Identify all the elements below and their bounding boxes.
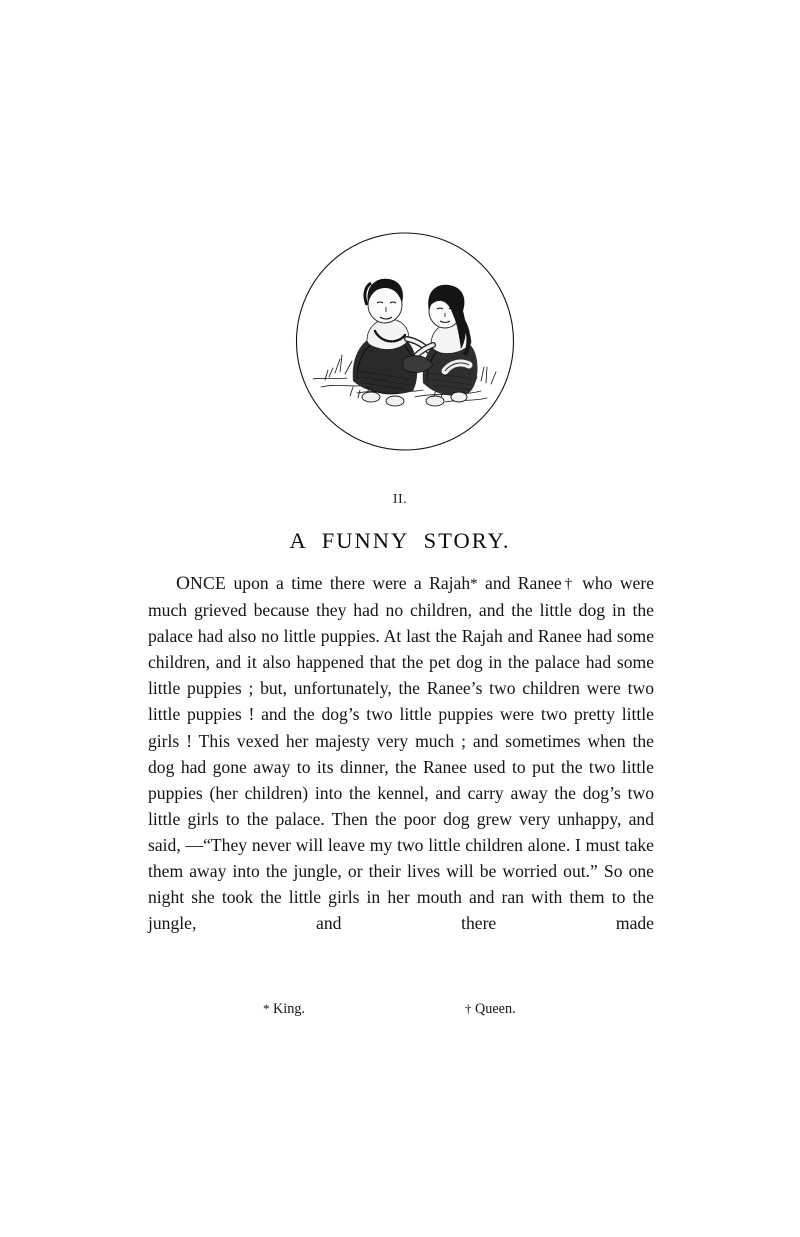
paragraph-text-3: who were much grieved because they had no children, and the little dog in the palace had also no little puppies. At last the Rajah and Ranee had some children, and it also happened that the pet dog in the palace had some little puppies ; but, unfortunately, the Ranee’s two children were two little puppies ! and the dog’s two little puppies were two pretty little girls ! This vexed her majesty very much ; and sometimes when the dog had gone away to its dinner, the Ranee used to put the two little puppies (her children) into the kennel, and carry away the dog’s two little girls to the palace. Then the poor dog grew very unhappy, and said, —“They never will leave my two little children alone. I must take them away into the jungle, or their lives will be worried out.” So one night she took the little girls in her mouth and ran with them to the jungle, and there made bbox=[148, 573, 655, 934]
footnote-reference-king: * bbox=[470, 576, 478, 592]
footnote-king-text: King. bbox=[269, 1001, 305, 1017]
footnote-king bbox=[263, 1001, 305, 1018]
chapter-title: A FUNNY STORY. bbox=[289, 528, 511, 553]
paragraph-initial: O bbox=[176, 573, 191, 594]
footnote-queen-text: Queen. bbox=[471, 1001, 516, 1017]
footnote-reference-queen: † bbox=[561, 576, 575, 592]
chapter-number: II. bbox=[392, 492, 408, 507]
footnote-queen bbox=[465, 1001, 516, 1018]
paragraph-smallcaps-opening: NCE bbox=[190, 573, 227, 593]
chapter-illustration bbox=[295, 231, 515, 452]
footnote-symbol-asterisk: * bbox=[263, 1001, 270, 1016]
paragraph-text-1: upon a time there were a Rajah bbox=[226, 573, 471, 593]
story-paragraph bbox=[148, 570, 654, 936]
body-text-block bbox=[148, 570, 654, 936]
paragraph-text-2: and Ranee bbox=[477, 573, 562, 593]
footnote-symbol-dagger: † bbox=[465, 1001, 472, 1016]
footnote-area bbox=[148, 1001, 654, 1025]
